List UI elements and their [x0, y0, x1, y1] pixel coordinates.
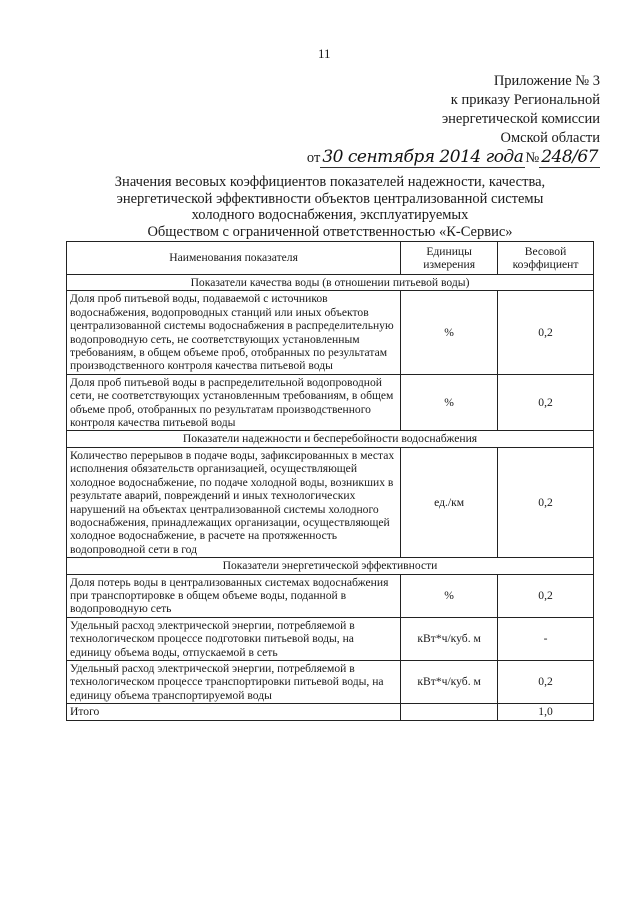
table-row: [67, 574, 594, 617]
indicator-coef: -: [498, 617, 594, 660]
table-row: [67, 291, 594, 374]
handwritten-date: 30 сентября 2014 года: [322, 147, 524, 167]
section-title: Показатели энергетической эффективности: [67, 558, 594, 574]
handwritten-number: 248/67: [541, 147, 598, 167]
indicator-unit: кВт*ч/куб. м: [401, 617, 498, 660]
title-line-3: холодного водоснабжения, эксплуатируемых: [191, 207, 469, 223]
section-row: [67, 275, 594, 291]
section-title: Показатели качества воды (в отношении питьевой воды): [67, 275, 594, 291]
table-row: [67, 617, 594, 660]
indicator-unit: %: [401, 574, 498, 617]
indicator-name: Доля проб питьевой воды, подаваемой с источников водоснабжения, водопроводных станций или иных объектов централизованной системы водоснабжения в распределительную водопроводную сеть, не соответствующих установленным требованиям, в общем объеме проб, отобранных по результатам производственного контроля качества питьевой воды: [67, 291, 401, 374]
total-label: Итого: [67, 704, 401, 720]
date-prefix: от: [306, 150, 321, 166]
header-line-3: энергетической комиссии: [441, 111, 600, 127]
header-line-1: Приложение № 3: [493, 73, 600, 89]
indicator-coef: 0,2: [498, 660, 594, 703]
header-name: Наименования показателя: [67, 242, 401, 275]
indicator-unit: %: [401, 374, 498, 431]
indicator-unit: ед./км: [401, 447, 498, 557]
total-unit-empty: [401, 704, 498, 720]
section-row: [67, 431, 594, 447]
page-number: 11: [318, 46, 331, 61]
table-row: [67, 660, 594, 703]
title-line-4: Обществом с ограниченной ответственностью «К-Сервис»: [147, 223, 513, 240]
indicator-name: Доля проб питьевой воды в распределительной водопроводной сети, не соответствующих установленным требованиям, в общем объеме проб, отобранных по результатам производственного контроля качества питьевой воды: [67, 374, 401, 431]
table-row: [67, 374, 594, 431]
indicator-name: Удельный расход электрической энергии, потребляемой в технологическом процессе транспортировки питьевой воды, на единицу объема транспортируемой воды: [67, 660, 401, 703]
indicator-name: Удельный расход электрической энергии, потребляемой в технологическом процессе подготовки питьевой воды, на единицу объема воды, отпускаемой в сеть: [67, 617, 401, 660]
indicator-coef: 0,2: [498, 374, 594, 431]
section-title: Показатели надежности и бесперебойности водоснабжения: [67, 431, 594, 447]
indicator-coef: 0,2: [498, 574, 594, 617]
header-line-4: Омской области: [500, 130, 600, 146]
order-date-line: [307, 148, 600, 168]
total-coef: 1,0: [498, 704, 594, 720]
indicator-unit: %: [401, 291, 498, 374]
section-row: [67, 558, 594, 574]
number-prefix: №: [525, 150, 540, 166]
indicator-coef: 0,2: [498, 291, 594, 374]
indicator-name: Доля потерь воды в централизованных системах водоснабжения при транспортировке в общем объеме воды, поданной в водопроводную сеть: [67, 574, 401, 617]
indicator-name: Количество перерывов в подаче воды, зафиксированных в местах исполнения обязательств организацией, осуществляющей холодное водоснабжение, по подаче холодной воды, возникших в результате аварий, повреждений и иных технологических нарушений на объектах централизованной системы холодного водоснабжения, принадлежащих организации, осуществляющей холодное водоснабжение, в расчете на протяженность водопроводной сети в год: [67, 447, 401, 557]
indicator-coef: 0,2: [498, 447, 594, 557]
header-unit: Единицы измерения: [401, 242, 498, 275]
appendix-header: [307, 72, 600, 168]
header-line-2: к приказу Региональной: [450, 92, 600, 108]
total-row: [67, 704, 594, 720]
header-coef: Весовой коэффициент: [498, 242, 594, 275]
table-header-row: [67, 242, 594, 275]
table-row: [67, 447, 594, 557]
title-line-1: Значения весовых коэффициентов показателей надежности, качества,: [114, 174, 546, 190]
title-line-2: энергетической эффективности объектов централизованной системы: [116, 190, 544, 207]
coefficients-table: [66, 241, 594, 721]
document-title: [60, 174, 600, 240]
indicator-unit: кВт*ч/куб. м: [401, 660, 498, 703]
